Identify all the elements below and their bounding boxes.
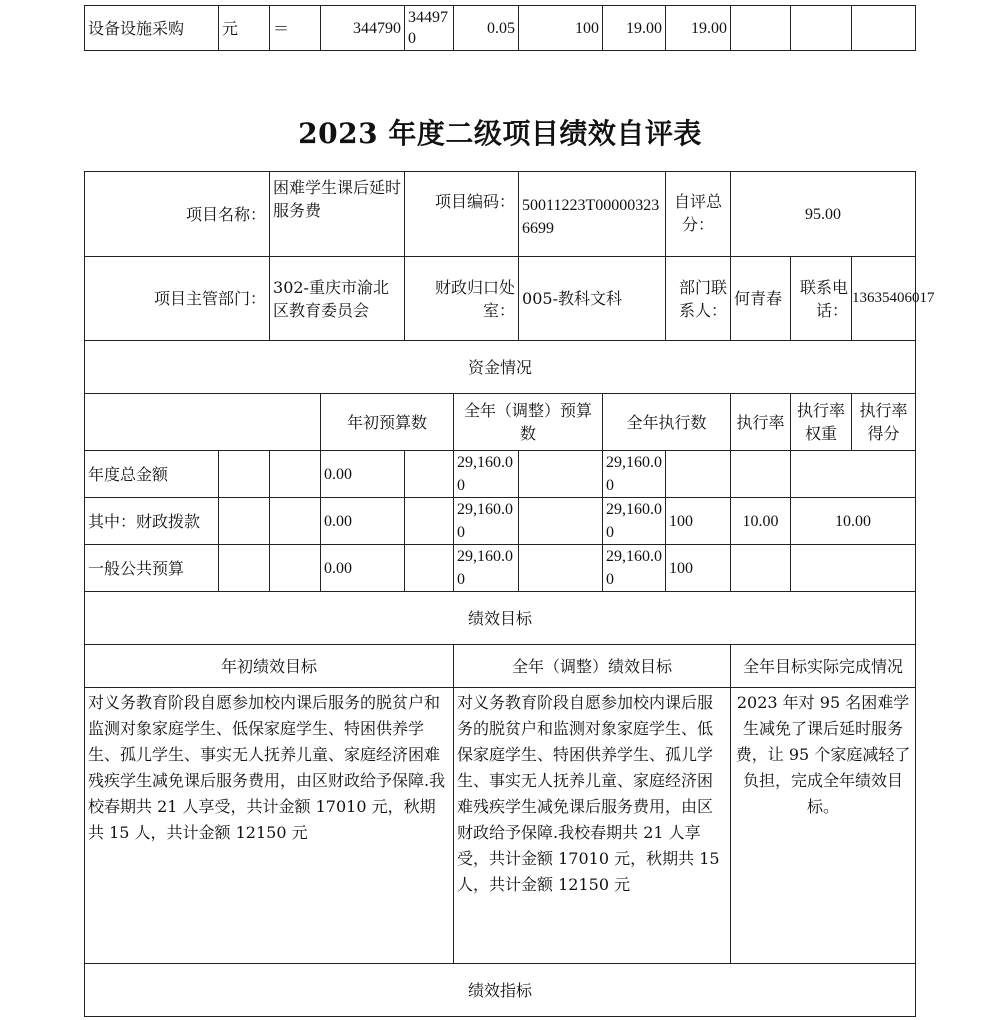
empty-cell [270,545,321,592]
empty-cell [405,451,454,498]
empty-cell [219,498,270,545]
indicators-section-title: 绩效指标 [85,964,916,1017]
empty-cell [852,6,916,51]
funds-header-executed: 全年执行数 [603,394,731,451]
funds-row-executed: 29,160.00 [603,451,666,498]
empty-cell [405,498,454,545]
empty-cell [791,6,852,51]
funds-row-initial: 0.00 [321,545,405,592]
phone-value: 13635406017 [852,257,916,341]
funds-row-initial: 0.00 [321,498,405,545]
funds-row-label: 年度总金额 [85,451,219,498]
empty-cell [519,451,603,498]
goals-initial-text: 对义务教育阶段自愿参加校内课后服务的脱贫户和监测对象家庭学生、低保家庭学生、特困供养学生、孤儿学生、事实无人抚养儿童、家庭经济困难残疾学生减免课后服务费用，由区财政给予保障.我校春期共 21 人享受，共计金额 17010 元，秋期共 15 人，共计金额 12150 元 [85,688,454,964]
empty-cell [270,451,321,498]
contact-value: 何青春 [731,257,791,341]
indicator-operator: ＝ [270,6,321,51]
empty-cell [85,394,321,451]
goals-section-title: 绩效目标 [85,592,916,645]
empty-cell [731,6,791,51]
phone-label: 联系电话： [791,257,852,341]
empty-cell [519,498,603,545]
funds-row-executed: 29,160.00 [603,545,666,592]
goals-adjusted-text: 对义务教育阶段自愿参加校内课后服务的脱贫户和监测对象家庭学生、低保家庭学生、特困供养学生、孤儿学生、事实无人抚养儿童、家庭经济困难残疾学生减免课后服务费用，由区财政给予保障.我校春期共 21 人享受，共计金额 17010 元，秋期共 15 人，共计金额 12150 元 [454,688,731,964]
indicator-rate: 100 [519,6,603,51]
fin-office-value: 005-教科文科 [519,257,666,341]
fin-office-label: 财政归口处室： [405,257,519,341]
indicator-weight: 0.05 [454,6,519,51]
funds-row-rate: 100 [666,545,731,592]
indicator-name: 设备设施采购 [85,6,219,51]
project-name-value: 困难学生课后延时服务费 [270,172,405,257]
indicator-unit: 元 [219,6,270,51]
funds-row-score: 10.00 [791,498,916,545]
funds-row-score [791,451,916,498]
indicator-target: 344790 [321,6,405,51]
goals-header-initial: 年初绩效目标 [85,645,454,688]
funds-row-executed: 29,160.00 [603,498,666,545]
funds-row-adjusted: 29,160.00 [454,451,519,498]
goals-header-actual: 全年目标实际完成情况 [731,645,916,688]
dept-value: 302-重庆市渝北区教育委员会 [270,257,405,341]
goals-header-adjusted: 全年（调整）绩效目标 [454,645,731,688]
self-score-label: 自评总分： [666,172,731,257]
indicator-score-2: 19.00 [666,6,731,51]
dept-label: 项目主管部门： [85,257,270,341]
funds-row-adjusted: 29,160.00 [454,545,519,592]
funds-header-adjusted: 全年（调整）预算数 [454,394,603,451]
empty-cell [519,545,603,592]
empty-cell [270,498,321,545]
indicator-score: 19.00 [603,6,666,51]
funds-header-rate: 执行率 [731,394,791,451]
funds-row-label: 其中：财政拨款 [85,498,219,545]
funds-header-score: 执行率得分 [852,394,916,451]
self-evaluation-table [84,171,935,1017]
funds-row-score [791,545,916,592]
project-code-label: 项目编码： [405,172,519,257]
funds-row-weight [731,451,791,498]
funds-row-rate [666,451,731,498]
page-title: 2023 年度二级项目绩效自评表 [298,117,702,150]
project-name-label: 项目名称： [85,172,270,257]
goals-actual-text: 2023 年对 95 名困难学生减免了课后延时服务费，让 95 个家庭减轻了负担，完成全年绩效目标。 [731,688,916,964]
funds-header-initial: 年初预算数 [321,394,454,451]
self-score-value: 95.00 [731,172,916,257]
empty-cell [405,545,454,592]
contact-label: 部门联系人： [666,257,731,341]
indicator-actual: 344970 [405,6,454,51]
funds-row-adjusted: 29,160.00 [454,498,519,545]
funds-row-label: 一般公共预算 [85,545,219,592]
top-indicator-table [84,5,916,51]
project-code-value: 50011223T000003236699 [519,172,666,257]
funds-row-rate: 100 [666,498,731,545]
funds-row-weight: 10.00 [731,498,791,545]
empty-cell [219,451,270,498]
funds-section-title: 资金情况 [85,341,916,394]
empty-cell [219,545,270,592]
funds-row-initial: 0.00 [321,451,405,498]
funds-header-weight: 执行率权重 [791,394,852,451]
funds-row-weight [731,545,791,592]
